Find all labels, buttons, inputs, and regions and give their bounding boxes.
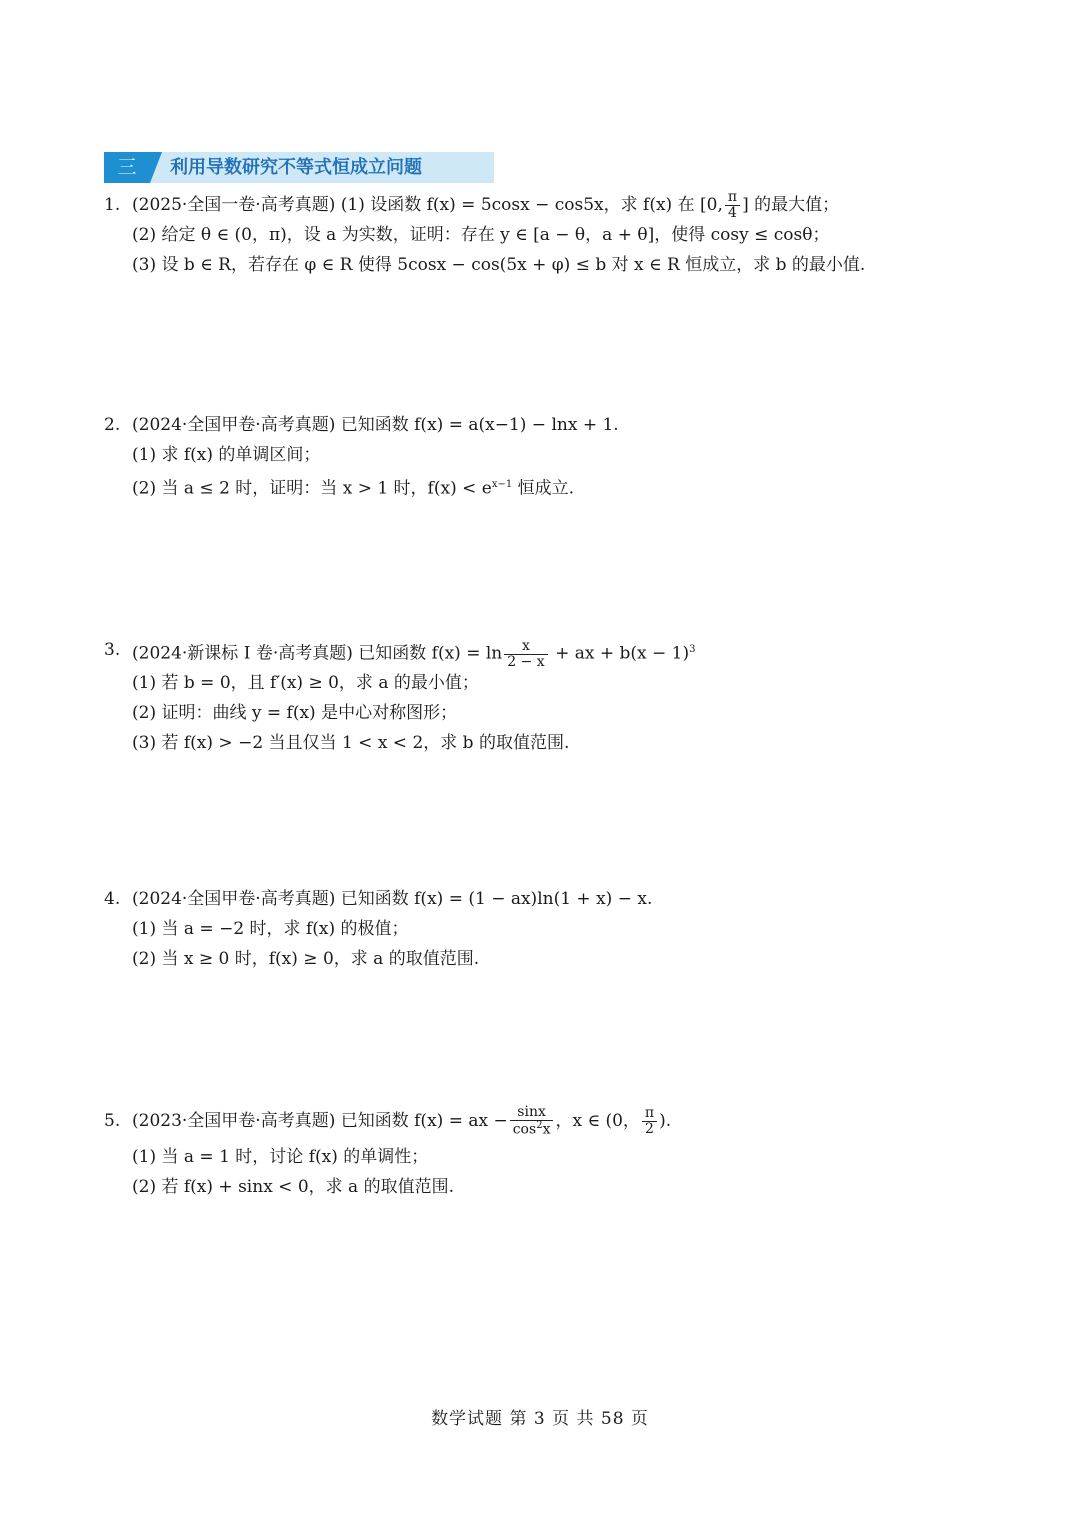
section-header-slant xyxy=(150,152,162,183)
fraction-numerator: x xyxy=(504,639,547,655)
fraction-numerator: sinx xyxy=(510,1105,554,1121)
problem-3 xyxy=(104,632,884,758)
problem-number: 4. xyxy=(104,889,121,909)
stem-text-end: ). xyxy=(659,1111,672,1131)
fraction-denominator: 4 xyxy=(728,205,737,221)
fraction xyxy=(725,190,740,220)
denominator-base: cos xyxy=(512,1121,537,1138)
exponent: 3 xyxy=(689,644,696,655)
stem-text: (2025·全国一卷·高考真题) (1) 设函数 f(x) = 5cosx − cos5x，求 f(x) 在 xyxy=(132,195,695,215)
stem-text: (2024·全国甲卷·高考真题) 已知函数 f(x) = a(x−1) − lnx + 1. xyxy=(132,415,619,435)
problem-1 xyxy=(104,190,884,280)
denominator-tail: x xyxy=(542,1121,551,1138)
problem-5 xyxy=(104,1100,884,1202)
problem-5-part-1: (1) 当 a = 1 时，讨论 f(x) 的单调性； xyxy=(132,1147,429,1167)
problem-3-stem xyxy=(104,632,884,668)
problem-3-part-3: (3) 若 f(x) > −2 当且仅当 1 < x < 2，求 b 的取值范围. xyxy=(132,733,570,753)
problem-3-part-1: (1) 若 b = 0，且 f′(x) ≥ 0，求 a 的最小值； xyxy=(132,673,479,693)
fraction-denominator xyxy=(510,1121,554,1137)
stem-text: (2024·全国甲卷·高考真题) 已知函数 f(x) = (1 − ax)ln(1 + x) − x. xyxy=(132,889,653,909)
problem-3-part-2: (2) 证明：曲线 y = f(x) 是中心对称图形； xyxy=(132,703,458,723)
stem-text-mid: ，x ∈ (0， xyxy=(555,1111,640,1131)
problem-5-stem xyxy=(104,1100,884,1142)
problem-4-part-2: (2) 当 x ≥ 0 时，f(x) ≥ 0，求 a 的取值范围. xyxy=(132,949,480,969)
problem-5-part-2: (2) 若 f(x) + sinx < 0，求 a 的取值范围. xyxy=(132,1177,454,1197)
problem-number: 3. xyxy=(104,640,121,660)
problem-4-stem xyxy=(104,884,884,914)
problem-4-part-1: (1) 当 a = −2 时，求 f(x) 的极值； xyxy=(132,919,409,939)
fraction-denominator: 2 − x xyxy=(507,653,545,670)
fraction xyxy=(642,1106,657,1136)
problem-1-part-3: (3) 设 b ∈ R，若存在 φ ∈ R 使得 5cosx − cos(5x + φ) ≤ b 对 x ∈ R 恒成立，求 b 的最小值. xyxy=(132,255,866,275)
problem-1-part-2: (2) 给定 θ ∈ (0，π)，设 a 为实数，证明：存在 y ∈ [a − θ，a + θ]，使得 cosy ≤ cosθ； xyxy=(132,225,830,245)
problem-number: 5. xyxy=(104,1111,121,1131)
problem-2-part-1: (1) 求 f(x) 的单调区间； xyxy=(132,445,321,465)
stem-text-end: 的最大值； xyxy=(754,195,840,215)
problem-2 xyxy=(104,410,884,500)
problem-2-stem xyxy=(104,410,884,440)
problem-number: 1. xyxy=(104,195,121,215)
fraction-numerator: π xyxy=(725,190,740,206)
problem-number: 2. xyxy=(104,415,121,435)
stem-text: (2023·全国甲卷·高考真题) 已知函数 f(x) = ax − xyxy=(132,1111,508,1131)
fraction xyxy=(504,639,547,669)
interval-close: ] xyxy=(742,195,749,215)
interval-open: [0, xyxy=(700,195,723,215)
problem-4 xyxy=(104,884,884,974)
fraction xyxy=(510,1105,554,1137)
problem-1-stem xyxy=(104,190,884,220)
problem-2-part-2 xyxy=(104,470,884,500)
exponent: 2 xyxy=(536,1120,543,1132)
stem-text: (2024·新课标 Ⅰ 卷·高考真题) 已知函数 f(x) = ln xyxy=(132,643,503,664)
fraction-numerator: π xyxy=(642,1106,657,1122)
fraction-denominator: 2 xyxy=(645,1121,654,1137)
stem-text-mid: + ax + b(x − 1) xyxy=(555,643,690,664)
section-title: 利用导数研究不等式恒成立问题 xyxy=(170,157,422,178)
section-header xyxy=(104,152,494,183)
part-text: (2) 当 a ≤ 2 时，证明：当 x > 1 时，f(x) < e xyxy=(132,478,492,499)
page-footer: 数学试题 第 3 页 共 58 页 xyxy=(431,1409,649,1429)
exponent: x−1 xyxy=(491,479,513,490)
section-number: 三 xyxy=(104,152,150,183)
part-text-end: 恒成立. xyxy=(512,478,575,499)
